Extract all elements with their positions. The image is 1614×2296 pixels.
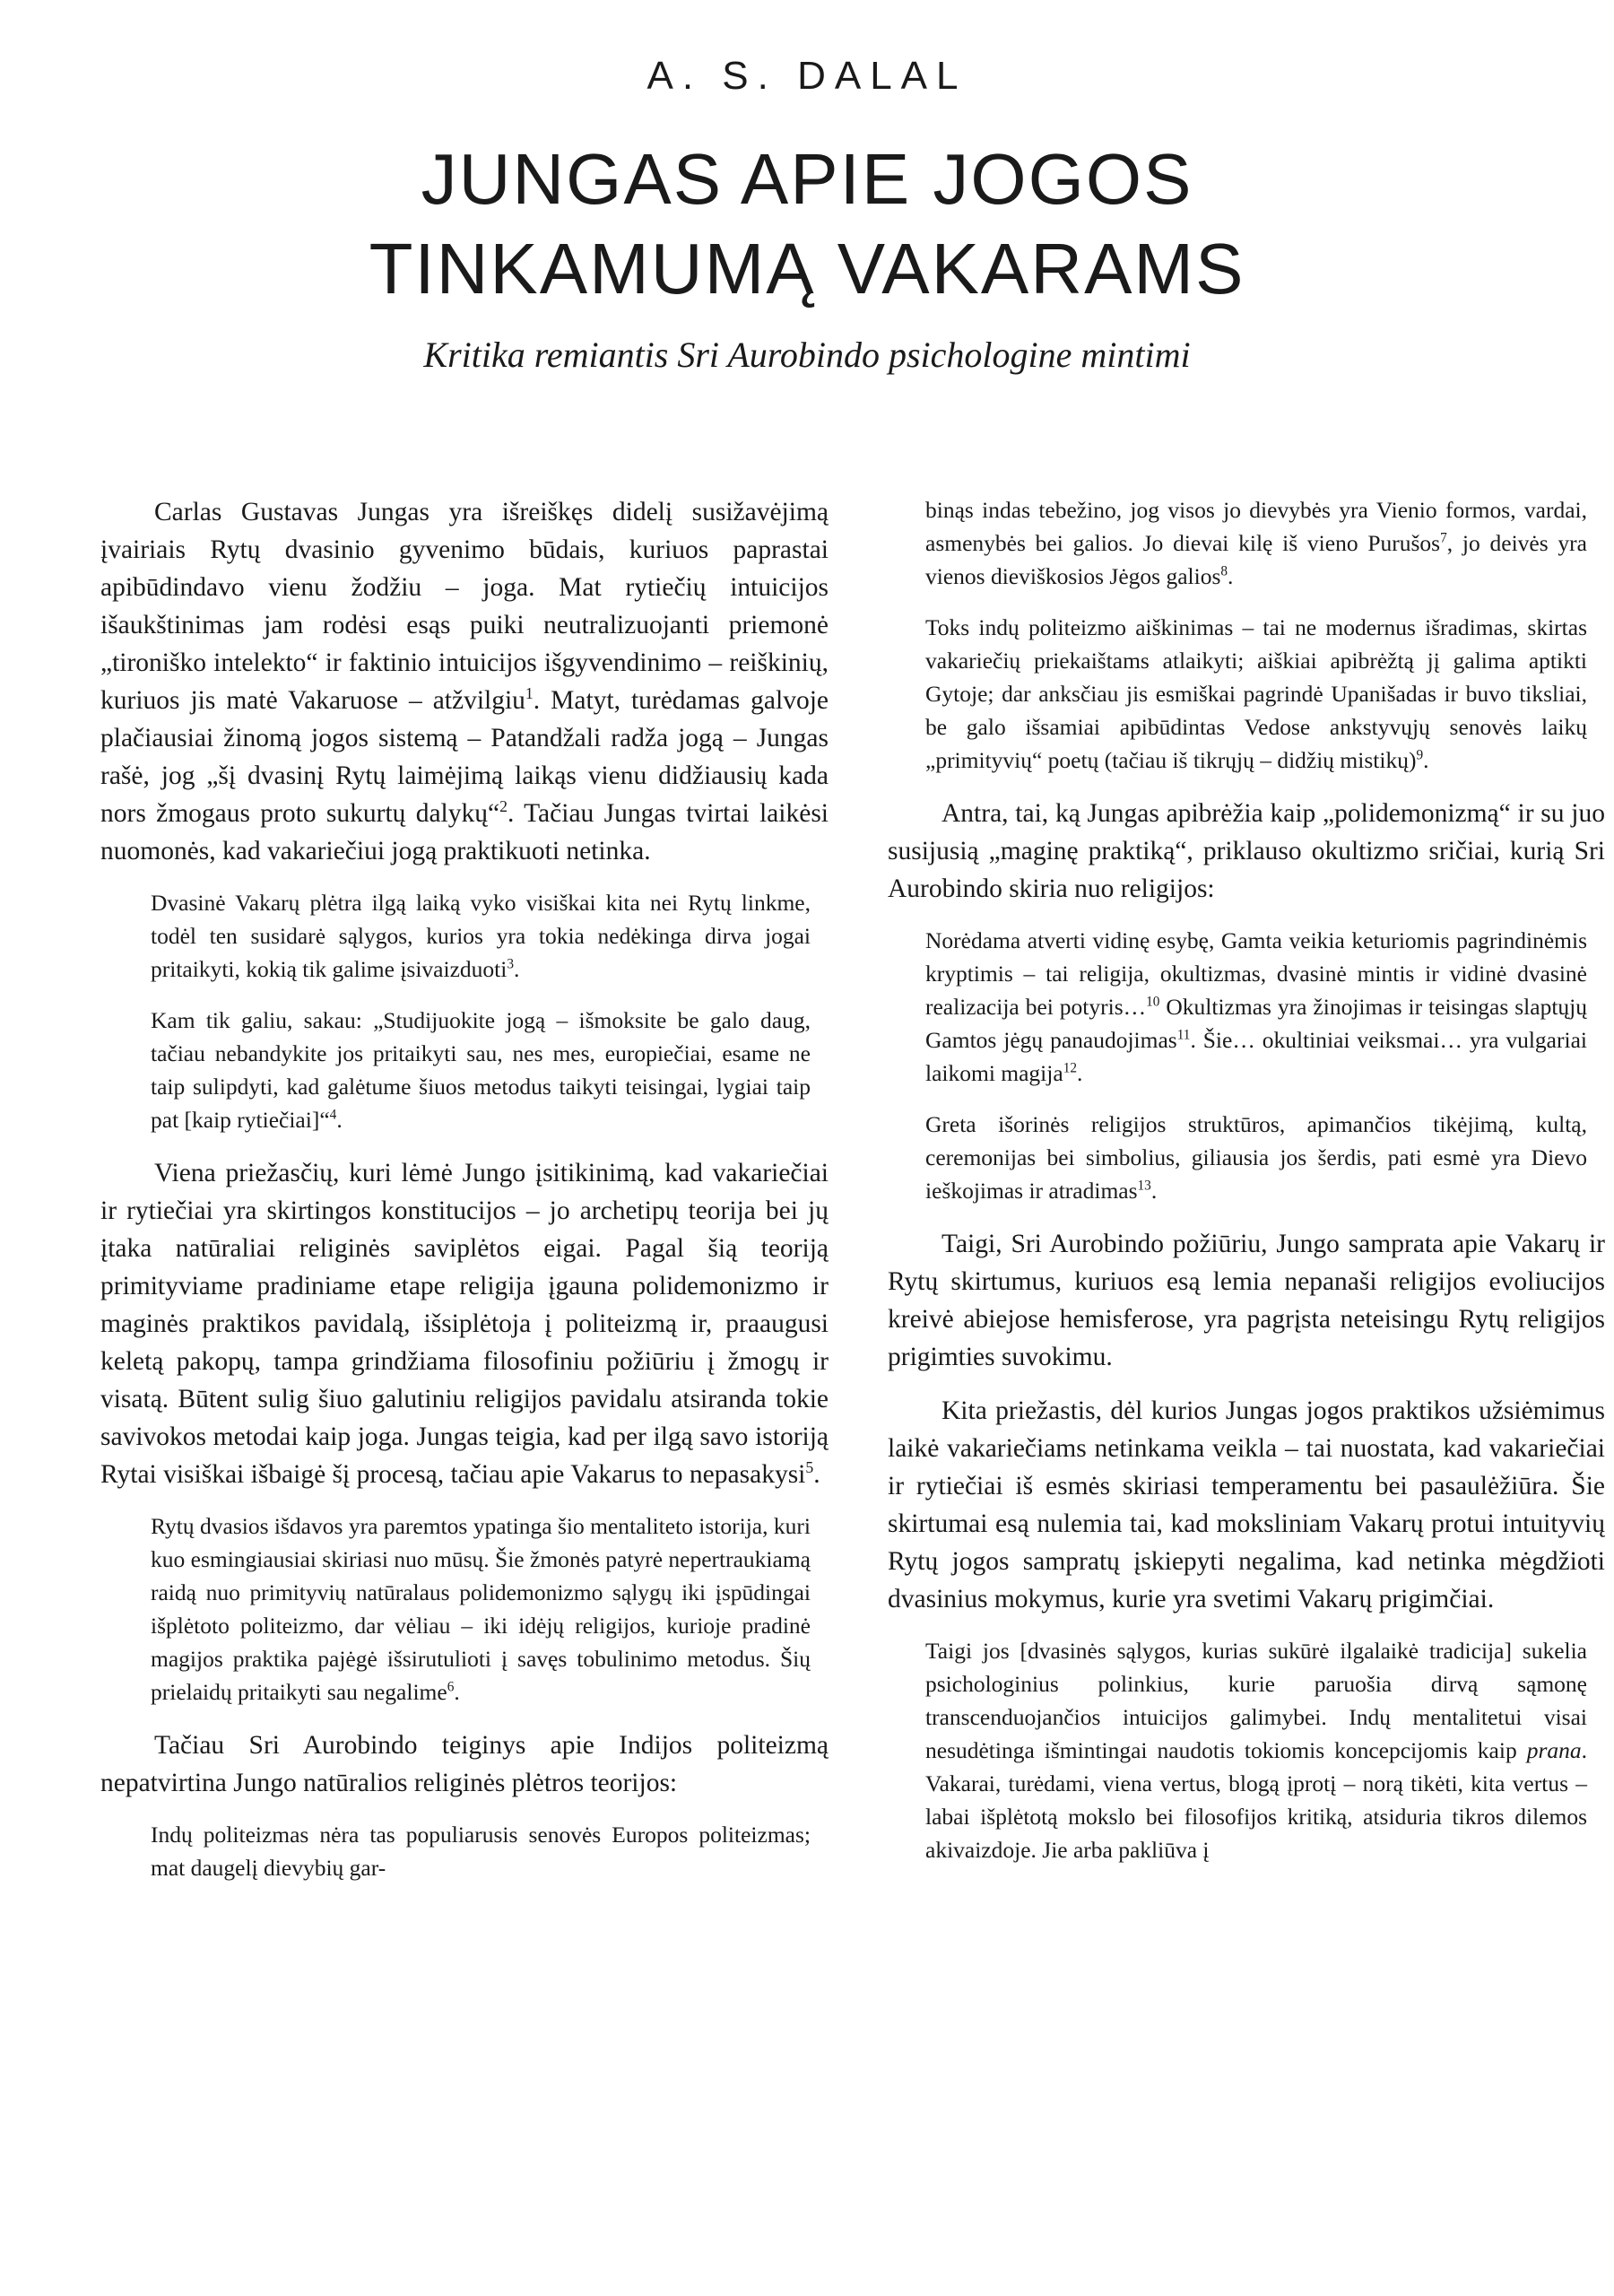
block-quote [888,493,1605,593]
body-paragraph [100,1726,829,1802]
block-quote [888,924,1605,1090]
footnote-marker: 2 [499,797,508,816]
footnote-marker: 9 [1416,747,1424,763]
right-text-column [888,493,1605,2278]
text-run: Tačiau Sri Aurobindo teiginys apie Indijos politeizmą nepatvirtina Jungo natūralios religinės plėtros teorijos: [100,1731,829,1797]
text-run: Kam tik galiu, sakau: „Studijuokite jogą – išmoksite be galo daug, tačiau nebandykite jos pritaikyti sau, nes mes, europiečiai, esame ne taip sulipdyti, kad galėtume šiuos metodus taikyti teisingai, lygiai taip pat [kaip rytiečiai]“ [151,1007,811,1133]
footnote-marker: 4 [329,1107,337,1123]
text-run: Dvasinė Vakarų plėtra ilgą laiką vyko visiškai kita nei Rytų linkme, todėl ten susidarė sąlygos, kurios yra tokia nedėkinga dirva jogai pritaikyti, kokią tik galime įsivaizduoti [151,890,811,982]
text-run: . Šie… okultiniai veiksmai… yra vulgariai laikomi magija [925,1027,1587,1086]
text-run: Indų politeizmas nėra tas populiarusis senovės Europos politeizmas; mat daugelį dievybių gar- [151,1822,811,1881]
article-subtitle: Kritika remiantis Sri Aurobindo psichologine mintimi [423,335,1191,375]
footnote-marker: 11 [1176,1027,1191,1043]
text-run: Rytų dvasios išdavos yra paremtos ypatinga šio mentaliteto istorija, kuri kuo esmingiausiai skiriasi nuo mūsų. Šie žmonės patyrė nepertraukiamą raidą nuo primityvių natūralaus polidemonizmo sąlygų iki įspūdingai išplėtoto politeizmo, dar vėliau – iki idėjų religijos, kurioje pradinė magijos praktika pajėgė išsirutulioti į savęs tobulinimo metodus. Šių prielaidų pritaikyti sau negalime [151,1513,811,1705]
footnote-marker: 8 [1220,563,1228,579]
footnote-marker: 1 [525,684,534,703]
footnote-marker: 7 [1440,530,1447,546]
text-run: binąs indas tebežino, jog visos jo dievybės yra Vienio formos, vardai, asmenybės bei galios. Jo dievai kilę iš vieno Purušos [925,497,1587,556]
text-run: . [1076,1060,1083,1086]
text-run: Carlas Gustavas Jungas yra išreiškęs didelį susižavėjimą įvairiais Rytų dvasinio gyvenimo būdais, kuriuos paprastai apibūdindavo vienu žodžiu – joga. Mat rytiečių intuicijos išaukštinimas jam rodėsi esąs puiki neutralizuojanti priemonė „tironiško intelekto“ ir faktinio intuicijos išgyvendinimo – reiškinių, kuriuos jis matė Vakaruose – atžvilgiu [100,498,829,715]
block-quote [888,1108,1605,1207]
text-run: . [336,1107,343,1133]
article-title [0,135,1614,314]
article-title-line-1: JUNGAS APIE JOGOS [421,139,1193,219]
block-quote [888,611,1605,777]
block-quote [100,886,829,986]
left-text-column [100,493,829,2278]
text-run: . [1150,1178,1158,1204]
article-title-line-2: TINKAMUMĄ VAKARAMS [369,229,1245,309]
text-run: Okultizmas yra žinojimas ir teisingas slaptųjų Gamtos jėgų panaudojimas [925,994,1587,1053]
body-paragraph [100,1154,829,1493]
footnote-marker: 12 [1063,1060,1077,1076]
text-run: . [454,1679,460,1705]
text-run: . [513,956,520,982]
footnote-marker: 6 [447,1679,455,1695]
text-run: Taigi, Sri Aurobindo požiūriu, Jungo samprata apie Vakarų ir Rytų skirtumus, kuriuos esą lemia nepanaši religijos evoliucijos kreivė abiejose hemisferose, yra pagrįsta neteisingu Rytų religijos prigimties suvokimu. [888,1230,1605,1371]
body-paragraph [100,493,829,870]
block-quote [888,1634,1605,1866]
text-run: . [1423,747,1429,773]
footnote-marker: 3 [507,956,514,972]
text-run: . Tačiau Jungas tvirtai laikėsi nuomonės, kad vakariečiui jogą praktikuoti netinka. [100,799,829,865]
author-name: A. S. DALAL [646,54,968,98]
body-paragraph [888,795,1605,908]
footnote-marker: 10 [1146,994,1160,1010]
block-quote [100,1818,829,1884]
text-run: Greta išorinės religijos struktūros, apimančios tikėjimą, kultą, ceremonijas bei simbolius, giliausia jos šerdis, pati esmė yra Dievo ieškojimas ir atradimas [925,1111,1587,1204]
emphasized-term: prana [1526,1737,1582,1763]
text-run: Norėdama atverti vidinę esybę, Gamta veikia keturiomis pagrindinėmis kryptimis – tai religija, okultizmas, dvasinė mintis ir vidinė dvasinė realizacija bei potyris… [925,927,1587,1020]
block-quote [100,1509,829,1709]
text-run: Toks indų politeizmo aiškinimas – tai ne modernus išradimas, skirtas vakariečių priekaištams atlaikyti; aiškiai apibrėžtą jį galima aptikti Gytoje; dar anksčiau jis esmiškai pagrindė Upanišadas ir buvo tiksliai, be galo išsamiai apibūdintas Vedose ankstyvųjų senovės laikų „primityvių“ poetų (tačiau iš tikrųjų – didžių mistikų) [925,614,1587,773]
body-paragraph [888,1392,1605,1618]
footnote-marker: 5 [805,1458,814,1477]
block-quote [100,1004,829,1136]
text-run: . [1228,563,1234,589]
text-run: . [813,1460,820,1489]
body-paragraph [888,1225,1605,1376]
text-run: , jo deivės yra vienos dieviškosios Jėgos galios [925,530,1587,589]
text-run: . Matyt, turėdamas galvoje plačiausiai žinomą jogos sistemą – Patandžali radža jogą – Jungas rašė, jog „šį dvasinį Rytų laimėjimą laikąs vienu didžiausių kada nors žmogaus proto sukurtų dalykų“ [100,686,829,828]
text-run: . Vakarai, turėdami, viena vertus, blogą įprotį – norą tikėti, kita vertus – labai išplėtotą mokslo bei filosofijos kritiką, atsiduria tikros dilemos akivaizdoje. Jie arba pakliūva į [925,1737,1587,1863]
text-run: Taigi jos [dvasinės sąlygos, kurias sukūrė ilgalaikė tradicija] sukelia psichologinius polinkius, kurie paruošia dirvą sąmonę transcenduojančios intuicijos galimybei. Indų mentalitetui visai nesudėtinga išmintingai naudotis tokiomis koncepcijomis kaip [925,1638,1587,1763]
text-run: Viena priežasčių, kuri lėmė Jungo įsitikinimą, kad vakariečiai ir rytiečiai yra skirtingos konstitucijos – jo archetipų teorija bei jų įtaka natūraliai religinės saviplėtos eigai. Pagal šią teoriją primityviame pradiniame etape religija įgauna polidemonizmo ir maginės praktikos pavidalą, išsiplėtoja į politeizmą ir, praaugusi keletą pakopų, tampa grindžiama filosofiniu požiūriu į žmogų ir visatą. Būtent sulig šiuo galutiniu religijos pavidalu atsiranda tokie savivokos metodai kaip joga. Jungas teigia, kad per ilgą savo istoriją Rytai visiškai išbaigė šį procesą, tačiau apie Vakarus to nepasakysi [100,1159,829,1489]
footnote-marker: 13 [1137,1178,1151,1194]
text-run: Kita priežastis, dėl kurios Jungas jogos praktikos užsiėmimus laikė vakariečiams netinkama veikla – tai nuostata, kad vakariečiai ir rytiečiai iš esmės skiriasi temperamentu bei pasaulėžiūra. Šie skirtumai esą nulemia tai, kad moksliniam Vakarų protui intuityvių Rytų jogos sampratų įskiepyti negalima, kad netinka mėgdžioti dvasinius mokymus, kurie yra svetimi Vakarų prigimčiai. [888,1396,1605,1613]
text-run: Antra, tai, ką Jungas apibrėžia kaip „polidemonizmą“ ir su juo susijusią „maginę praktiką“, priklauso okultizmo sričiai, kurią Sri Aurobindo skiria nuo religijos: [888,799,1605,903]
